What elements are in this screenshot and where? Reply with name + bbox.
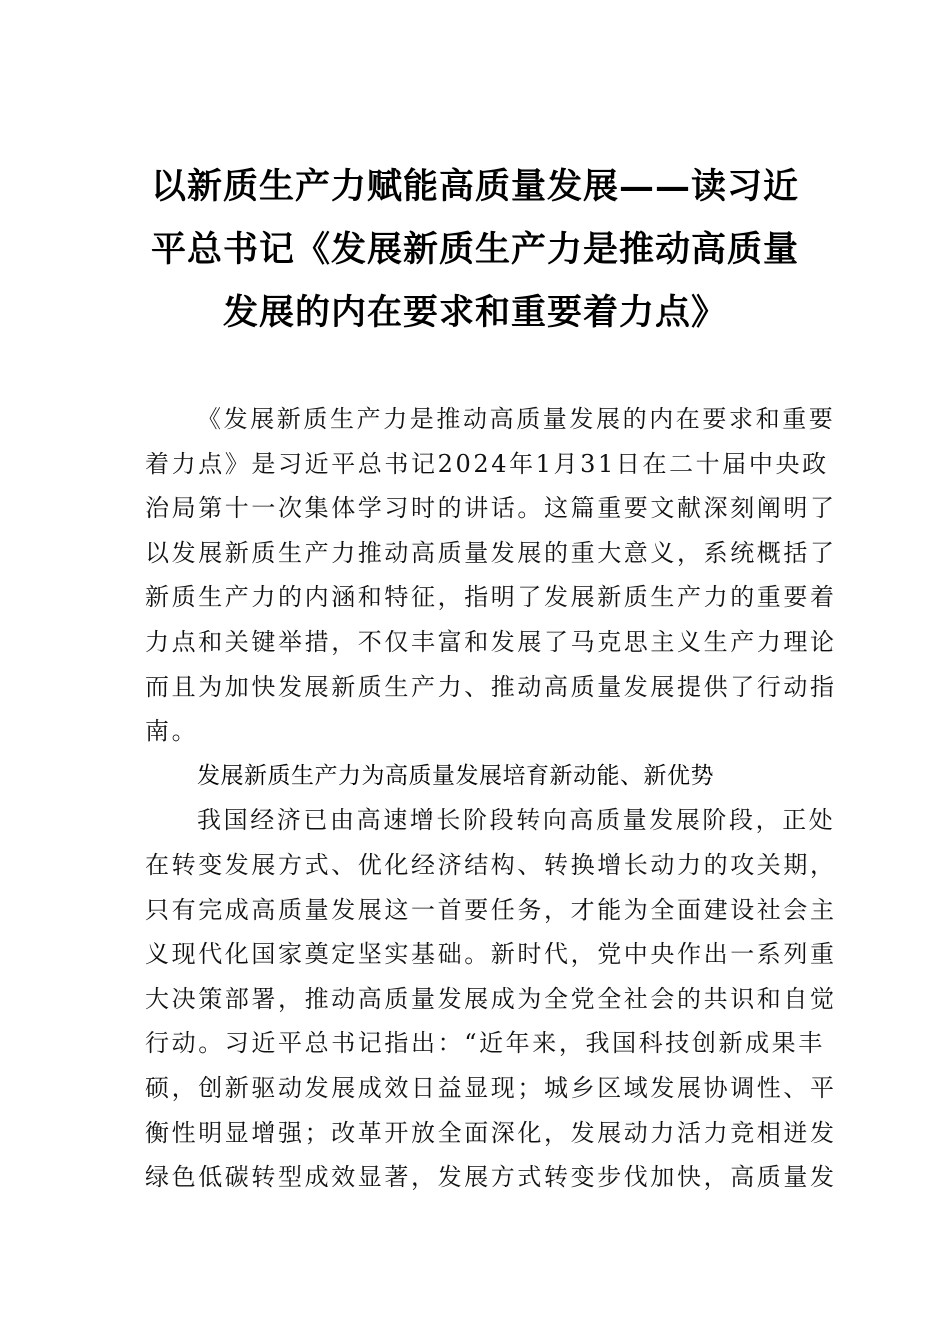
- paragraph-line: 衡性明显增强；改革开放全面深化，发展动力活力竞相迸发: [145, 1118, 837, 1147]
- title-line: 平总书记《发展新质生产力是推动高质量: [150, 229, 799, 270]
- paragraph-line: 我国经济已由高速增长阶段转向高质量发展阶段，正处: [197, 806, 836, 835]
- paragraph-line: 力点和关键举措，不仅丰富和发展了马克思主义生产力理论: [145, 627, 837, 656]
- title-line: 以新质生产力赋能高质量发展——读习近: [150, 166, 799, 207]
- section-paragraph: [145, 798, 837, 1199]
- paragraph-line: 而且为加快发展新质生产力、推动高质量发展提供了行动指: [145, 672, 837, 701]
- intro-paragraph: [145, 397, 837, 754]
- paragraph-line: 《发展新质生产力是推动高质量发展的内在要求和重要: [197, 405, 836, 433]
- paragraph-line: 义现代化国家奠定坚实基础。新时代，党中央作出一系列重: [145, 940, 837, 969]
- paragraph-line: 行动。习近平总书记指出：“近年来，我国科技创新成果丰: [145, 1029, 825, 1058]
- paragraph-line: 以发展新质生产力推动高质量发展的重大意义，系统概括了: [145, 538, 837, 567]
- paragraph-line: 南。: [145, 717, 199, 746]
- paragraph-line: 着力点》是习近平总书记2024年1月31日在二十届中央政: [145, 449, 829, 478]
- paragraph-line: 大决策部署，推动高质量发展成为全党全社会的共识和自觉: [145, 984, 837, 1013]
- paragraph-line: 硕，创新驱动发展成效日益显现；城乡区域发展协调性、平: [145, 1073, 837, 1102]
- document-body: [145, 397, 837, 1200]
- paragraph-line: 治局第十一次集体学习时的讲话。这篇重要文献深刻阐明了: [145, 494, 837, 523]
- title-line: 发展的内在要求和重要着力点》: [222, 292, 727, 333]
- document-title: [140, 155, 810, 344]
- paragraph-line: 只有完成高质量发展这一首要任务，才能为全面建设社会主: [145, 895, 837, 924]
- paragraph-line: 在转变发展方式、优化经济结构、转换增长动力的攻关期，: [145, 850, 837, 879]
- paragraph-line: 绿色低碳转型成效显著，发展方式转变步伐加快，高质量发: [145, 1163, 837, 1192]
- section-heading: 发展新质生产力为高质量发展培育新动能、新优势: [197, 762, 714, 789]
- paragraph-line: 新质生产力的内涵和特征，指明了发展新质生产力的重要着: [145, 583, 837, 612]
